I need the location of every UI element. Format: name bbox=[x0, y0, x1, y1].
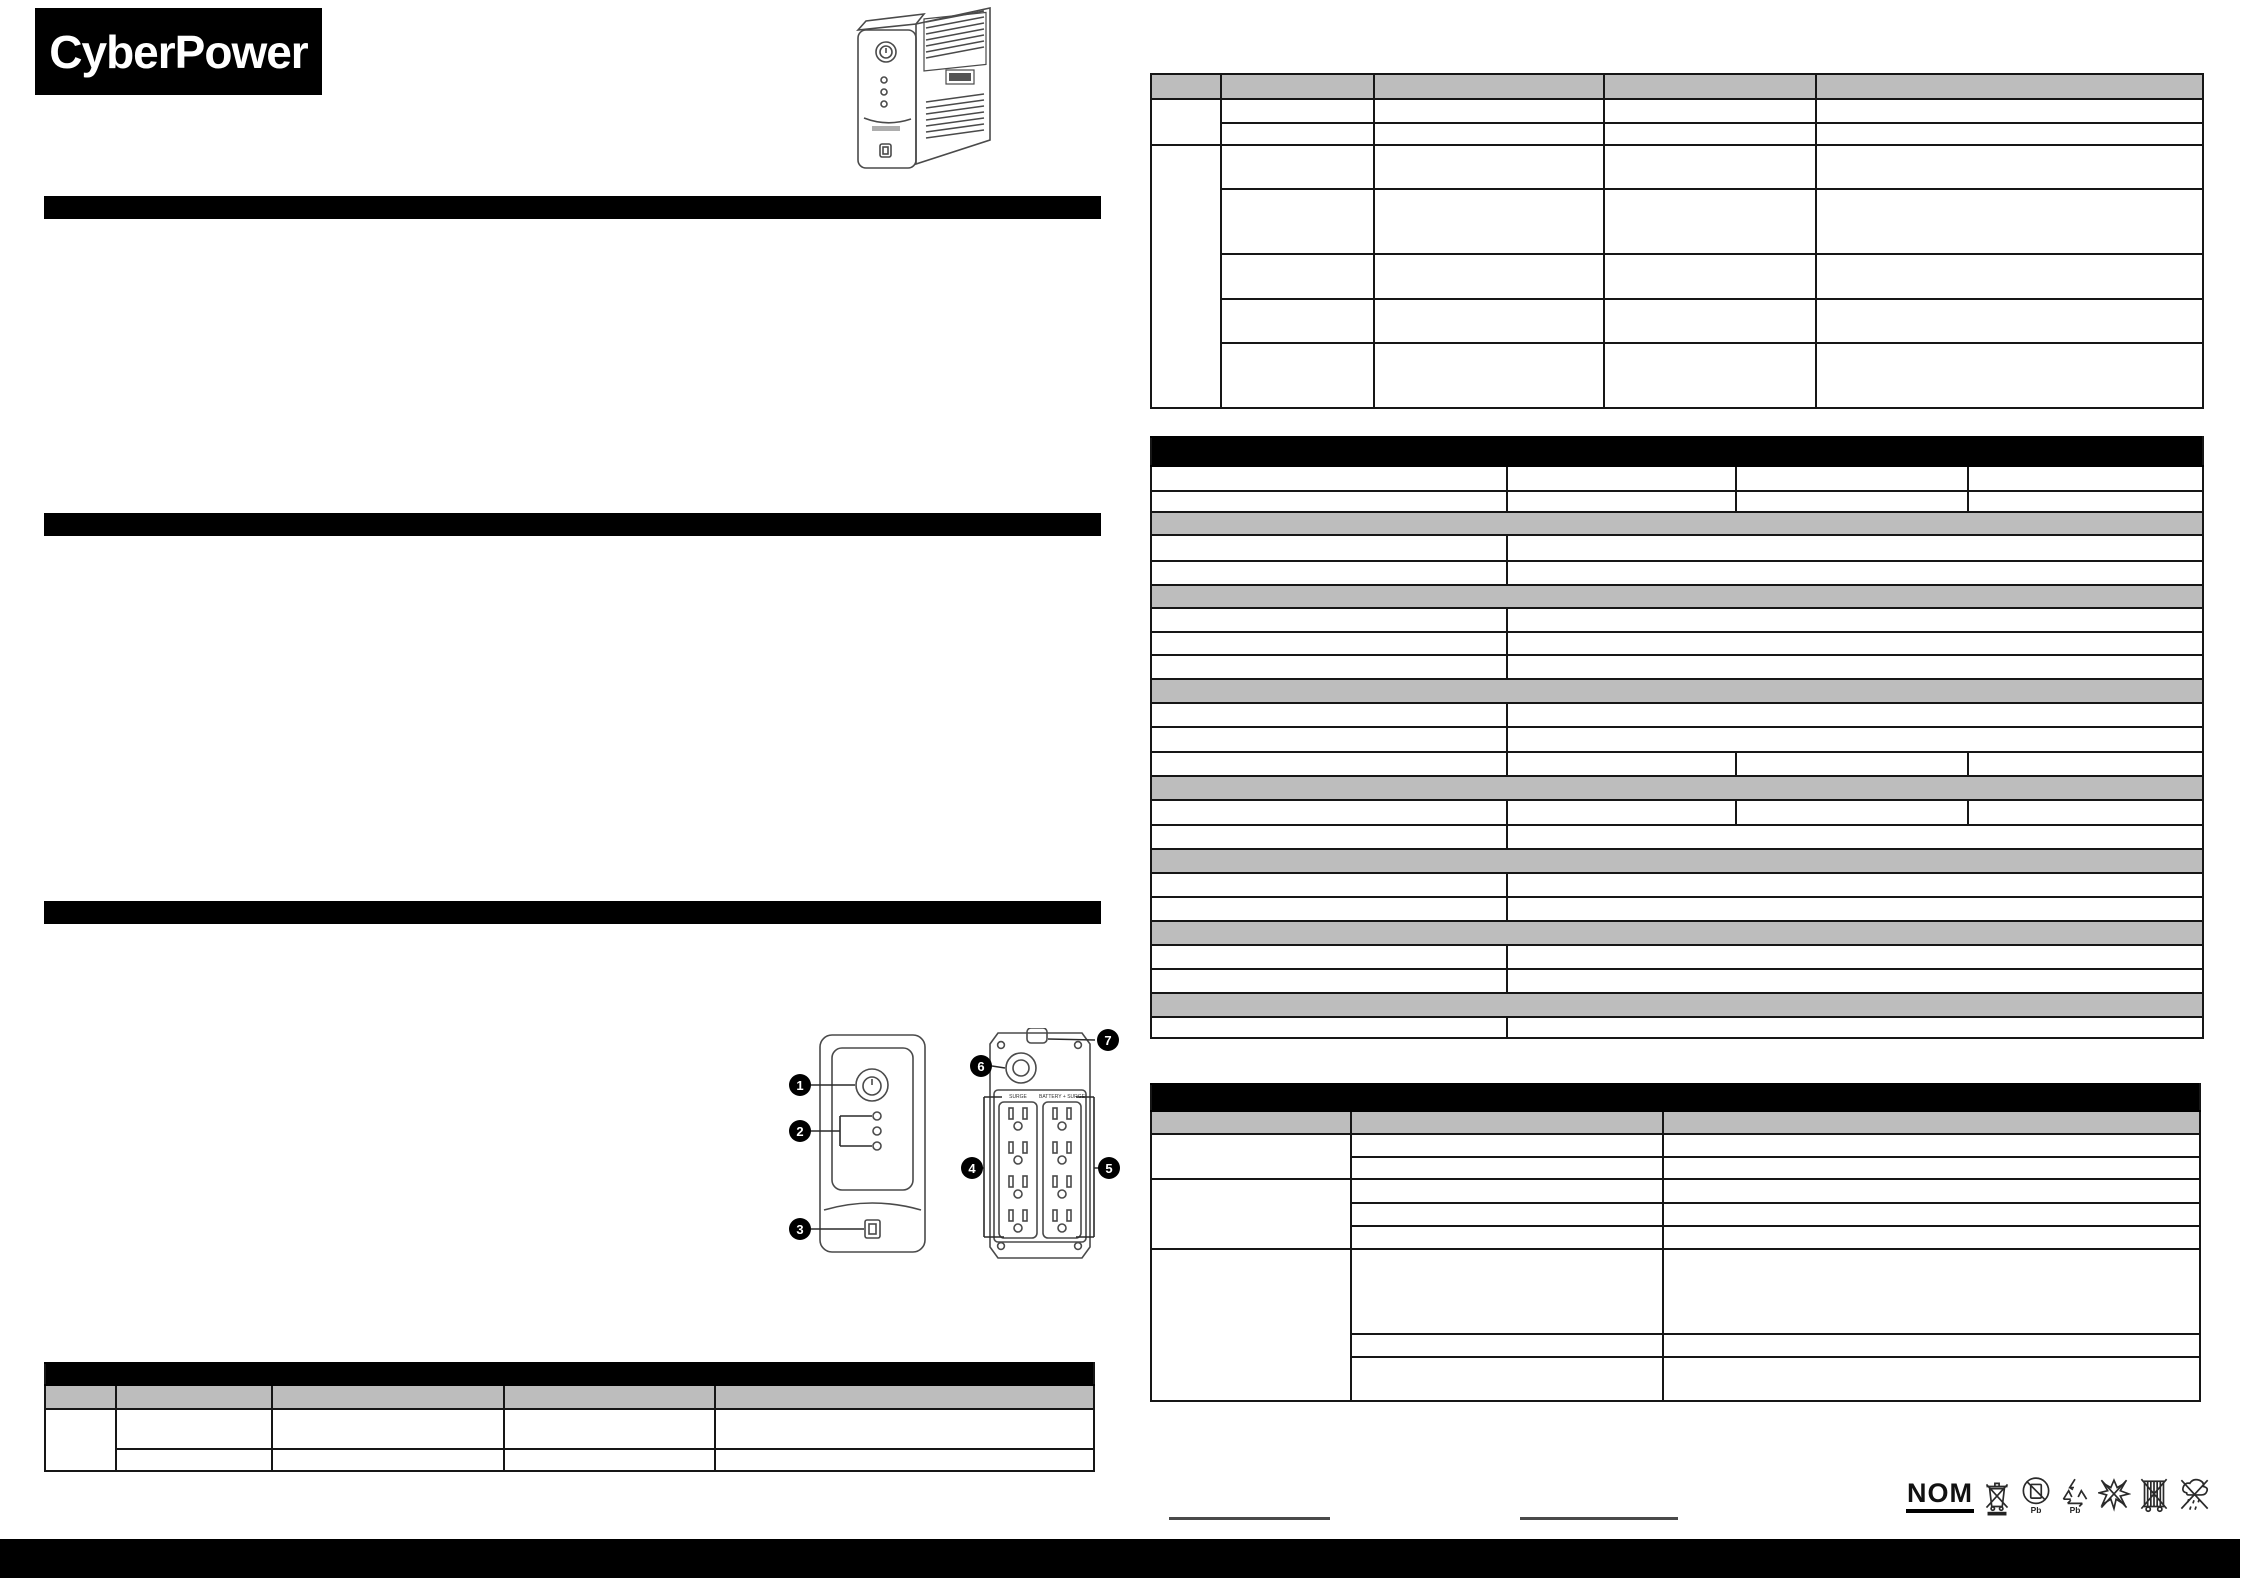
table-cell bbox=[1507, 945, 2203, 969]
table-cell bbox=[1604, 123, 1816, 145]
leader-line bbox=[992, 1066, 1005, 1068]
table-cell bbox=[1604, 299, 1816, 343]
table-cell bbox=[1221, 189, 1374, 254]
section-bar-3 bbox=[44, 901, 1101, 924]
section-bar-2 bbox=[44, 513, 1101, 536]
table-cell bbox=[1507, 873, 2203, 897]
table-cell bbox=[715, 1449, 1094, 1471]
table-cell bbox=[504, 1385, 715, 1409]
table-cell bbox=[715, 1385, 1094, 1409]
no-water-icon bbox=[2177, 1476, 2211, 1516]
table-cell bbox=[1663, 1334, 2200, 1357]
table-cell bbox=[1374, 299, 1604, 343]
table-cell bbox=[45, 1385, 116, 1409]
spec-section-header bbox=[1151, 585, 2203, 608]
spec-section-header bbox=[1151, 993, 2203, 1017]
screw-icon bbox=[998, 1243, 1005, 1250]
specifications-table bbox=[1150, 436, 2204, 1039]
table-cell bbox=[1663, 1157, 2200, 1179]
table-cell bbox=[1221, 145, 1374, 189]
table-cell bbox=[1151, 561, 1507, 585]
front-panel-seam bbox=[864, 118, 911, 123]
spec-table-title-bar bbox=[1151, 437, 2203, 466]
table-cell bbox=[1151, 608, 1507, 632]
table-cell bbox=[1351, 1334, 1663, 1357]
ups-callout-diagram bbox=[788, 1028, 1122, 1265]
table-cell bbox=[1374, 123, 1604, 145]
table-cell bbox=[1968, 800, 2203, 825]
table-cell bbox=[1151, 825, 1507, 849]
table-cell bbox=[1151, 1179, 1351, 1249]
nema-outlets bbox=[1009, 1108, 1071, 1232]
table-cell bbox=[272, 1449, 504, 1471]
cyberpower-logo bbox=[35, 8, 322, 95]
led-dot bbox=[881, 77, 887, 83]
table-cell bbox=[1507, 969, 2203, 993]
table-cell bbox=[1221, 299, 1374, 343]
recycle-pb-icon bbox=[2059, 1476, 2091, 1516]
usb-port-inner bbox=[883, 147, 888, 154]
section-bar-1 bbox=[44, 196, 1101, 219]
table-cell bbox=[1151, 1134, 1351, 1179]
table-cell bbox=[1351, 1111, 1663, 1134]
table-cell bbox=[1507, 752, 1736, 776]
svg-text:6: 6 bbox=[977, 1059, 985, 1074]
table-cell bbox=[1374, 145, 1604, 189]
table-cell bbox=[1968, 491, 2203, 512]
table-cell bbox=[1604, 189, 1816, 254]
table-cell bbox=[1221, 343, 1374, 408]
table-cell bbox=[1507, 1017, 2203, 1038]
table-cell bbox=[1736, 491, 1968, 512]
outlet-panel bbox=[994, 1090, 1086, 1242]
table-cell bbox=[1151, 800, 1507, 825]
table-cell bbox=[1151, 632, 1507, 655]
led-dot bbox=[873, 1127, 881, 1135]
table-cell bbox=[1736, 466, 1968, 491]
table-cell bbox=[1663, 1226, 2200, 1249]
table-cell bbox=[715, 1409, 1094, 1449]
table-cell bbox=[1151, 727, 1507, 752]
table-cell bbox=[1507, 897, 2203, 921]
table-cell bbox=[1736, 752, 1968, 776]
table-cell bbox=[1663, 1357, 2200, 1401]
table-cell bbox=[1604, 254, 1816, 299]
no-crush-icon bbox=[2098, 1476, 2131, 1516]
table-cell bbox=[1351, 1203, 1663, 1226]
table-cell bbox=[1151, 1111, 1351, 1134]
table-cell bbox=[116, 1449, 272, 1471]
date-line bbox=[1520, 1517, 1678, 1520]
led-dot bbox=[873, 1112, 881, 1120]
rear-view-outline bbox=[990, 1033, 1090, 1258]
nom-certification-icon: NOM bbox=[1906, 1480, 1974, 1513]
table-cell bbox=[1507, 561, 2203, 585]
circuit-breaker-button bbox=[1013, 1060, 1029, 1076]
weee-crossed-bin-icon bbox=[1981, 1476, 2013, 1516]
table-cell bbox=[1816, 299, 2203, 343]
vent-grille-bottom-icon bbox=[926, 94, 984, 138]
logo-text: CyberPower bbox=[49, 25, 308, 78]
callout-2 bbox=[789, 1120, 811, 1142]
led-dot bbox=[873, 1142, 881, 1150]
table-cell bbox=[1151, 969, 1507, 993]
screw-icon bbox=[1075, 1243, 1082, 1250]
table-cell bbox=[1374, 189, 1604, 254]
svg-text:3: 3 bbox=[796, 1222, 804, 1237]
table-cell bbox=[1221, 123, 1374, 145]
troubleshooting-title-bar bbox=[1151, 1084, 2200, 1111]
callout-5 bbox=[1098, 1157, 1120, 1179]
table-cell bbox=[1816, 99, 2203, 123]
outlet-label-battery-surge: BATTERY + SURGE bbox=[1039, 1094, 1085, 1100]
table-cell bbox=[1151, 752, 1507, 776]
outlet-label-surge: SURGE bbox=[1009, 1094, 1027, 1100]
callout-1 bbox=[789, 1074, 811, 1096]
svg-text:4: 4 bbox=[968, 1161, 976, 1176]
table-cell bbox=[116, 1409, 272, 1449]
footer-bar bbox=[0, 1539, 2240, 1578]
table-cell bbox=[45, 1409, 116, 1471]
callout-4 bbox=[961, 1157, 983, 1179]
callout-3 bbox=[789, 1218, 811, 1240]
troubleshooting-table bbox=[1150, 1083, 2201, 1402]
table-cell bbox=[1151, 897, 1507, 921]
led-dot bbox=[881, 89, 887, 95]
table-cell bbox=[1816, 145, 2203, 189]
table-cell bbox=[1507, 703, 2203, 727]
table-cell bbox=[1968, 752, 2203, 776]
usb-port-inner bbox=[869, 1224, 876, 1234]
table-cell bbox=[1507, 608, 2203, 632]
screw-icon bbox=[998, 1042, 1005, 1049]
table-cell bbox=[1604, 99, 1816, 123]
table-cell bbox=[1221, 74, 1374, 99]
table-cell bbox=[1507, 491, 1736, 512]
table-cell bbox=[1151, 1017, 1507, 1038]
table-cell bbox=[1604, 145, 1816, 189]
table-cell bbox=[1507, 727, 2203, 752]
table-cell bbox=[1374, 99, 1604, 123]
screw-icon bbox=[1075, 1042, 1082, 1049]
vent-grille-top-icon bbox=[924, 11, 986, 71]
table-cell bbox=[116, 1385, 272, 1409]
power-cord-icon bbox=[1027, 1028, 1047, 1043]
ups-top-face bbox=[858, 14, 924, 30]
table-cell bbox=[1663, 1134, 2200, 1157]
callout-6 bbox=[970, 1055, 992, 1077]
table-cell bbox=[1816, 343, 2203, 408]
table-cell bbox=[272, 1385, 504, 1409]
table-cell bbox=[504, 1449, 715, 1471]
table-cell bbox=[1816, 123, 2203, 145]
table-cell bbox=[1663, 1249, 2200, 1334]
front-brand-label bbox=[872, 126, 900, 131]
table-cell bbox=[1507, 800, 1736, 825]
ups-product-illustration bbox=[838, 2, 1013, 172]
table-cell bbox=[1663, 1179, 2200, 1203]
table-cell bbox=[1816, 254, 2203, 299]
table-cell bbox=[1507, 825, 2203, 849]
table-cell bbox=[1151, 491, 1507, 512]
front-lower-seam bbox=[824, 1203, 921, 1210]
spec-section-header bbox=[1151, 679, 2203, 703]
usb-port-icon bbox=[865, 1220, 880, 1238]
table-cell bbox=[1507, 466, 1736, 491]
table-cell bbox=[1151, 74, 1221, 99]
leader-line bbox=[1048, 1039, 1095, 1040]
spec-section-header bbox=[1151, 849, 2203, 873]
table-cell bbox=[1507, 632, 2203, 655]
usb-port-icon bbox=[880, 144, 891, 157]
table-cell bbox=[1151, 873, 1507, 897]
indicator-table-title-bar bbox=[45, 1363, 1094, 1385]
table-cell bbox=[1507, 655, 2203, 679]
table-cell bbox=[1374, 343, 1604, 408]
table-cell bbox=[1663, 1203, 2200, 1226]
table-cell bbox=[1968, 466, 2203, 491]
table-cell bbox=[1351, 1134, 1663, 1157]
table-cell bbox=[1151, 535, 1507, 561]
spec-section-header bbox=[1151, 921, 2203, 945]
spec-section-header bbox=[1151, 776, 2203, 800]
indicator-table-right bbox=[1150, 73, 2204, 409]
table-cell bbox=[1151, 145, 1221, 408]
circuit-breaker-icon bbox=[1006, 1053, 1036, 1083]
table-cell bbox=[1151, 99, 1221, 145]
table-cell bbox=[1151, 703, 1507, 727]
spec-section-header bbox=[1151, 512, 2203, 535]
table-cell bbox=[1351, 1249, 1663, 1334]
signature-line bbox=[1169, 1517, 1330, 1520]
table-cell bbox=[1351, 1226, 1663, 1249]
table-cell bbox=[1351, 1157, 1663, 1179]
table-cell bbox=[1374, 254, 1604, 299]
table-cell bbox=[1151, 1249, 1351, 1401]
led-dot bbox=[881, 101, 887, 107]
indicator-table-left bbox=[44, 1362, 1095, 1472]
svg-text:Pb: Pb bbox=[2069, 1504, 2081, 1515]
no-trash-pb-icon bbox=[2020, 1476, 2052, 1516]
side-brand-label bbox=[946, 70, 974, 84]
table-cell bbox=[1507, 535, 2203, 561]
table-cell bbox=[1151, 655, 1507, 679]
svg-text:2: 2 bbox=[796, 1124, 804, 1139]
table-cell bbox=[1221, 254, 1374, 299]
table-cell bbox=[272, 1409, 504, 1449]
no-incinerate-icon bbox=[2138, 1476, 2170, 1516]
table-cell bbox=[1221, 99, 1374, 123]
svg-text:Pb: Pb bbox=[2030, 1504, 2042, 1515]
table-cell bbox=[1663, 1111, 2200, 1134]
svg-text:7: 7 bbox=[1104, 1033, 1112, 1048]
table-cell bbox=[1604, 343, 1816, 408]
table-cell bbox=[1374, 74, 1604, 99]
table-cell bbox=[1151, 945, 1507, 969]
table-cell bbox=[1351, 1179, 1663, 1203]
svg-text:5: 5 bbox=[1105, 1161, 1113, 1176]
table-cell bbox=[1736, 800, 1968, 825]
table-cell bbox=[1351, 1357, 1663, 1401]
ups-side-panel bbox=[916, 8, 990, 164]
table-cell bbox=[1816, 74, 2203, 99]
svg-text:1: 1 bbox=[796, 1078, 804, 1093]
table-cell bbox=[1151, 466, 1507, 491]
table-cell bbox=[1816, 189, 2203, 254]
callout-7 bbox=[1097, 1029, 1119, 1051]
compliance-icons-row bbox=[1906, 1474, 2211, 1518]
table-cell bbox=[504, 1409, 715, 1449]
table-cell bbox=[1604, 74, 1816, 99]
